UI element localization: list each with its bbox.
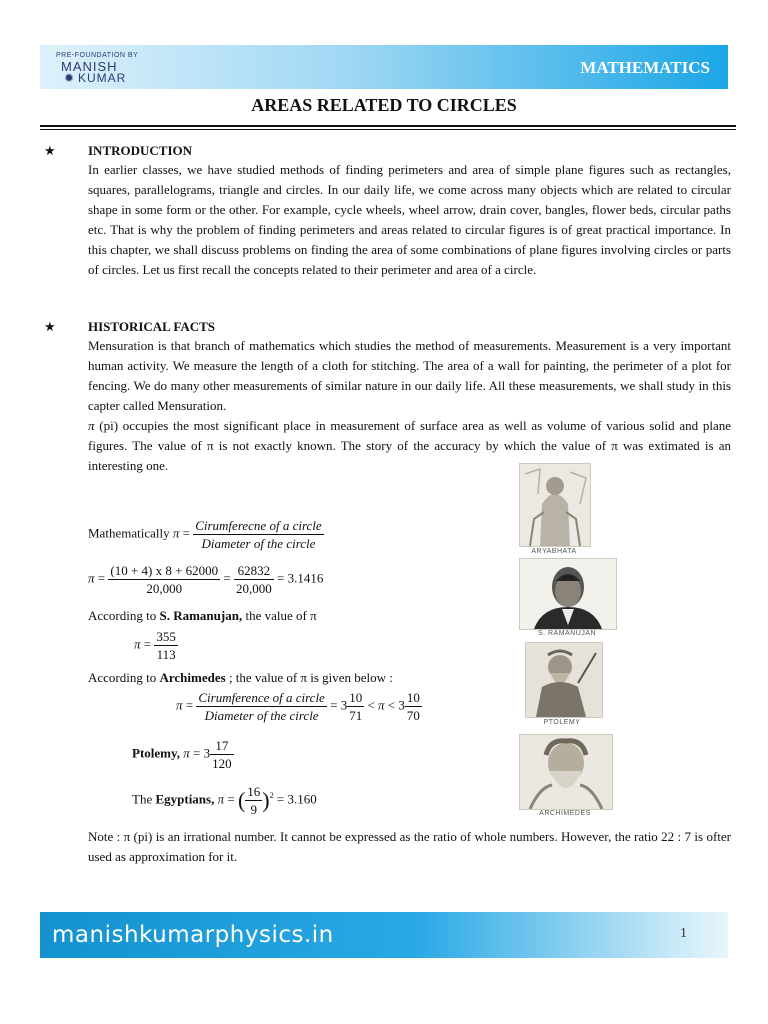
whole-number: 3 [398,697,405,713]
pi-symbol: π [88,570,95,586]
logo-name-first: MANISH [61,59,118,74]
ramanujan-fraction [154,628,178,663]
fraction-denominator: Diameter of the circle [201,536,316,551]
portrait-caption: ARCHIMEDES [539,810,591,817]
pi-symbol: π [134,636,141,652]
archimedes-line [88,670,393,686]
title-rule-thin [40,129,736,130]
fraction-denominator: 20,000 [146,581,183,596]
fraction-numerator: 10 [406,690,420,705]
page-number: 1 [680,926,687,941]
whole-number: 3 [340,697,348,713]
fraction-numerator: 10 [349,690,363,705]
archimedes-name: Archimedes [159,670,226,685]
intro-heading: INTRODUCTION [88,143,193,158]
egyptian-formula: The Egyptians, π = ( $\frac{16}{9}$ )$^2$ = 3.160 [132,784,317,817]
pi-symbol: π [217,791,225,807]
mathematically-label: Mathematically [88,525,170,541]
circumference-fraction [193,517,323,552]
archimedes-fraction [196,689,326,724]
mixed-fraction-lower [347,689,364,724]
fraction-denominator: 9 [250,802,258,817]
fraction-numerator: Cirumferecne of a circle [195,518,322,533]
formula-definition: Mathematically π = $\frac{\text{Cirumferecne of a circle}}{\text{Diameter of the circle}}$ [88,518,322,551]
fraction-numerator: 62832 [234,562,274,580]
subject-label: MATHEMATICS [580,58,710,77]
star-bullet-icon: ★ [44,319,56,334]
portrait-caption: PTOLEMY [543,719,581,726]
ptolemy-fraction [210,737,234,772]
egyptians-name: Egyptians, [155,791,215,807]
fraction-numerator: 16 [247,784,261,799]
fraction-denominator: Diameter of the circle [204,708,319,723]
calc-fraction-1 [108,562,220,597]
mixed-fraction-upper [405,689,422,724]
exponent: 2 [269,791,274,801]
fraction-numerator: Cirumference of a circle [198,690,325,705]
website-link[interactable]: manishkumarphysics.in [52,922,334,948]
portrait-caption: S. RAMANUJAN [537,630,597,637]
fraction-denominator: 113 [156,647,176,662]
history-paragraph: Mensuration is that branch of mathematics which studies the method of measurements. Measurement is a very important human activity. We measure the length of a cloth for stitching. The area of a wall for painting, the perimeter of a plot for fencing. We do many other measurements of similar nature in our daily life. All these measurements, we shall study in this capter called Mensuration. [88,338,731,413]
formula-calculation: π = $\frac{(10 + 4) x 8 + 62000}{20,000}$ = $\frac{62832}{20,000}$ = 3.1416 [88,563,324,596]
pi-symbol: π [183,745,190,761]
portrait-caption: ARYABHATA [531,548,577,555]
note-paragraph: Note : π (pi) is an irrational number. It cannot be expressed as the ratio of whole numbers. However, the ratio 22 : 7 is ofter used as approximation for it. [88,829,731,864]
fraction-numerator: 355 [156,629,176,644]
fraction-denominator: 20,000 [236,581,272,596]
star-bullet-icon: ★ [44,143,56,158]
ramanujan-line [88,608,317,624]
title-rule-thick [40,125,736,127]
pi-symbol: π [378,697,385,713]
egypt-result: = 3.160 [276,791,317,807]
text: The [132,791,153,807]
pi-paragraph-text: (pi) occupies the most significant place in measurement of surface area as well as volume of various solid and plane figures. The value of π is not exactly known. The story of the accuracy by which the value of π was extimated is an interesting one. [88,418,732,473]
pi-paragraph [88,416,731,476]
ptolemy-name: Ptolemy, [132,745,181,761]
fraction-numerator: 17 [210,737,234,755]
page-title: AREAS RELATED TO CIRCLES [251,95,517,115]
ramanujan-name: S. Ramanujan, [159,608,243,623]
left-paren: ( [237,787,246,813]
calc-fraction-2 [234,562,274,597]
calc-result: = 3.1416 [277,570,324,586]
intro-paragraph: In earlier classes, we have studied methods of finding perimeters and area of simple plane figures such as rectangles, squares, parallelograms, triangle and circles. In our daily life, we come across many objects which are related to circular shape in some form or the other. For example, cycle wheels, wheel arrow, drain cover, bangles, flower beds, circular paths etc. That is why the problem of finding perimeters and areas related to circular figures is of great practical importance. In this chapter, we shall discuss problems on finding the area of some combinations of plane figures involving circles or parts of circles. Let us first recall the concepts related to their perimeter and area of a circle. [88,162,731,277]
egyptian-fraction [245,783,262,818]
pi-symbol: π [172,525,180,541]
right-paren: ) [262,787,270,813]
pi-symbol: π [88,418,95,433]
whole-number: 3 [203,745,211,761]
brand-logo [50,52,160,86]
fraction-denominator: 70 [406,708,420,723]
ramanujan-formula: π = $\frac{355}{113}$ [134,629,176,662]
fraction-numerator: (10 + 4) x 8 + 62000 [110,563,219,578]
gear-icon: ✹ [64,71,75,85]
text: According to [88,670,157,685]
aryabhata-portrait [519,463,591,547]
pi-symbol: π [176,697,183,713]
text: ; the value of π is given below : [228,670,393,685]
logo-name-last: KUMAR [78,71,127,85]
text: the value of π [245,608,317,623]
archimedes-formula: π = $\frac{\text{Cirumference of a circle}}{\text{Diameter of the circle}}$ = 3 $\frac{10}{71}$ < π < 3 $\frac{10}{70}$ [176,690,420,723]
history-heading: HISTORICAL FACTS [88,319,216,334]
fraction-denominator: 120 [212,756,232,771]
ramanujan-portrait [519,558,617,630]
text: According to [88,608,157,623]
ptolemy-portrait [525,642,603,718]
logo-tagline: PRE-FOUNDATION BY [56,52,139,59]
archimedes-portrait [519,734,613,810]
ptolemy-formula: Ptolemy, π = 3 $\frac{17}{120}$ [132,738,232,771]
fraction-denominator: 71 [349,708,363,723]
